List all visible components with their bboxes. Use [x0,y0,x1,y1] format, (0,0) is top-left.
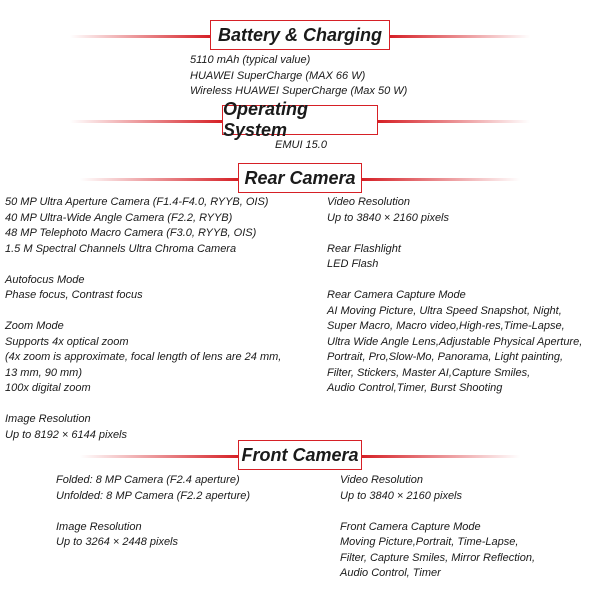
front-capture-mode-line: Filter, Capture Smiles, Mirror Reflection, [340,551,535,564]
rear-camera-right-column [327,195,582,397]
rear-capture-mode-line: Super Macro, Macro video,High-res,Time-Lapse, [327,320,565,332]
rear-camera-left-column [5,195,281,443]
battery-section-title: Battery & Charging [210,20,390,50]
front-camera-right-column [340,473,535,582]
front-image-resolution-value: Up to 3264 × 2448 pixels [56,536,179,548]
zoom-line: 100x digital zoom [5,382,91,394]
rear-capture-mode-line: Filter, Stickers, Master AI,Capture Smiles, [327,366,531,379]
rear-flashlight-label: Rear Flashlight [327,242,401,255]
rear-capture-mode-line: Ultra Wide Angle Lens,Adjustable Physical Aperture, [327,335,583,348]
front-capture-mode-label: Front Camera Capture Mode [340,520,481,533]
zoom-line: (4x zoom is approximate, focal length of lens are 24 mm, [5,351,282,363]
os-version: EMUI 15.0 [275,139,327,151]
header-rule-right [390,35,530,38]
header-rule-right [362,178,520,181]
rear-image-resolution-value: Up to 8192 × 6144 pixels [5,428,128,441]
header-rule-left [80,455,238,458]
front-camera-section-header [0,440,600,472]
rear-image-resolution-label: Image Resolution [5,413,91,425]
rear-video-resolution-label: Video Resolution [327,196,410,208]
os-section-title: Operating System [222,105,378,135]
wired-charge: HUAWEI SuperCharge (MAX 66 W) [190,69,366,82]
front-video-resolution-value: Up to 3840 × 2160 pixels [340,489,463,502]
front-image-resolution-label: Image Resolution [56,520,142,533]
rear-capture-mode-line: Portrait, Pro,Slow-Mo, Panorama, Light painting, [327,351,564,363]
rear-camera-section-title: Rear Camera [238,163,362,193]
battery-section-header [0,20,600,52]
front-capture-mode-line: Moving Picture,Portrait, Time-Lapse, [340,536,519,548]
battery-capacity: 5110 mAh (typical value) [190,54,311,66]
rear-flashlight-value: LED Flash [327,258,379,270]
rear-camera-ultrawide: 40 MP Ultra-Wide Angle Camera (F2.2, RYYB) [5,211,233,224]
rear-camera-chroma: 1.5 M Spectral Channels Ultra Chroma Camera [5,242,237,255]
header-rule-left [70,120,222,123]
zoom-label: Zoom Mode [5,320,64,332]
rear-camera-section-header [0,163,600,195]
front-camera-left-column [56,473,250,551]
front-camera-section-title: Front Camera [238,440,362,470]
zoom-line: Supports 4x optical zoom [5,335,129,348]
os-specs [275,138,327,154]
rear-capture-mode-line: Audio Control,Timer, Burst Shooting [327,382,503,394]
front-camera-unfolded: Unfolded: 8 MP Camera (F2.2 aperture) [56,489,251,502]
header-rule-right [362,455,520,458]
os-section-header [0,99,600,140]
header-rule-right [378,120,530,123]
autofocus-value: Phase focus, Contrast focus [5,289,143,301]
battery-specs [190,53,407,100]
wireless-charge: Wireless HUAWEI SuperCharge (Max 50 W) [190,85,408,97]
rear-capture-mode-label: Rear Camera Capture Mode [327,289,466,301]
rear-camera-telephoto: 48 MP Telephoto Macro Camera (F3.0, RYYB, OIS) [5,227,257,239]
rear-capture-mode-line: AI Moving Picture, Ultra Speed Snapshot, Night, [327,304,562,317]
rear-video-resolution-value: Up to 3840 × 2160 pixels [327,211,450,224]
front-video-resolution-label: Video Resolution [340,474,423,486]
autofocus-label: Autofocus Mode [5,273,85,286]
rear-camera-main: 50 MP Ultra Aperture Camera (F1.4-F4.0, RYYB, OIS) [5,196,269,208]
front-capture-mode-line: Audio Control, Timer [340,567,441,579]
front-camera-folded: Folded: 8 MP Camera (F2.4 aperture) [56,474,240,486]
zoom-line: 13 mm, 90 mm) [5,366,83,379]
header-rule-left [70,35,210,38]
header-rule-left [80,178,238,181]
